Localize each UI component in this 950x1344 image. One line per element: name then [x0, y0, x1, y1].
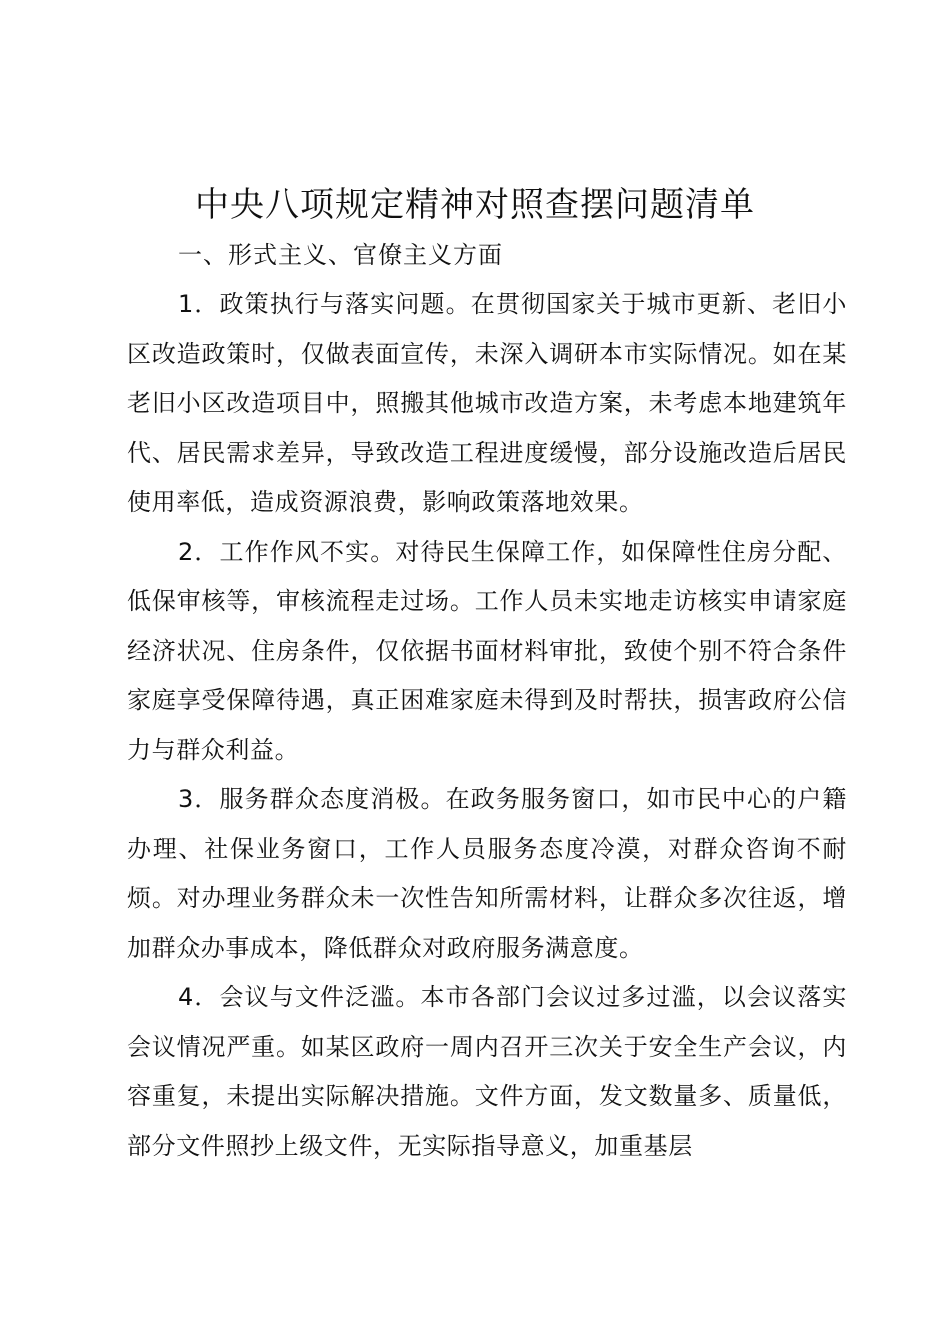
paragraph-2: 2．工作作风不实。对待民生保障工作，如保障性住房分配、低保审核等，审核流程走过场。工作人员未实地走访核实申请家庭经济状况、住房条件，仅依据书面材料审批，致使个别不符合条件家庭享受保障待遇，真正困难家庭未得到及时帮扶，损害政府公信力与群众利益。 [127, 537, 847, 764]
section-heading: 一、形式主义、官僚主义方面 [178, 241, 503, 269]
document-title: 中央八项规定精神对照查摆问题清单 [195, 185, 755, 225]
paragraph-4: 4．会议与文件泛滥。本市各部门会议过多过滥，以会议落实会议情况严重。如某区政府一周内召开三次关于安全生产会议，内容重复，未提出实际解决措施。文件方面，发文数量多、质量低，部分文件照抄上级文件，无实际指导意义，加重基层 [127, 983, 847, 1160]
document-body [127, 280, 847, 1171]
paragraph-1: 1．政策执行与落实问题。在贯彻国家关于城市更新、老旧小区改造政策时，仅做表面宣传，未深入调研本市实际情况。如在某老旧小区改造项目中，照搬其他城市改造方案，未考虑本地建筑年代、居民需求差异，导致改造工程进度缓慢，部分设施改造后居民使用率低，造成资源浪费，影响政策落地效果。 [127, 290, 847, 516]
paragraph-3: 3．服务群众态度消极。在政务服务窗口，如市民中心的户籍办理、社保业务窗口，工作人员服务态度冷漠，对群众咨询不耐烦。对办理业务群众未一次性告知所需材料，让群众多次往返，增加群众办事成本，降低群众对政府服务满意度。 [127, 785, 847, 962]
